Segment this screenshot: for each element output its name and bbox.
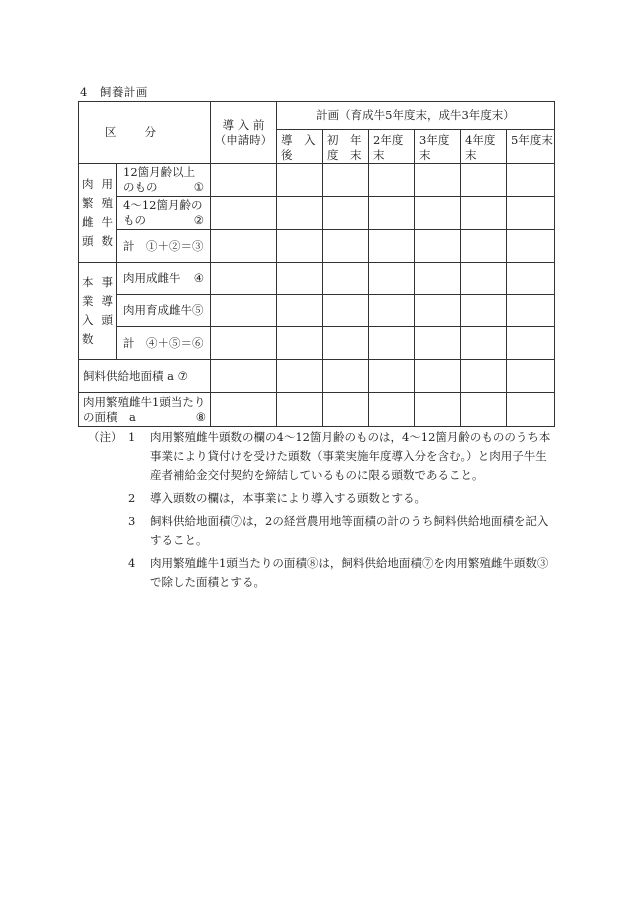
data-cell[interactable]: [323, 197, 369, 230]
data-cell[interactable]: [415, 360, 461, 393]
note-item: [88, 554, 558, 592]
data-cell[interactable]: [415, 164, 461, 197]
header-before-line1: 導 入 前: [222, 117, 265, 132]
note-text: 飼料供給地面積⑦は，2の経営農用地等面積の計のうち飼料供給地面積を記入すること。: [150, 514, 549, 547]
data-cell[interactable]: [507, 295, 555, 327]
data-cell[interactable]: [323, 230, 369, 263]
data-cell[interactable]: [461, 327, 507, 360]
group-label-line: 入頭: [82, 313, 113, 327]
data-cell[interactable]: [461, 164, 507, 197]
header-plan-title: 計画（育成牛5年度末，成牛3年度末）: [277, 102, 555, 130]
row-feed-area-label: 飼料供給地面積 a ⑦: [79, 360, 211, 393]
note-item: [88, 428, 558, 485]
data-cell[interactable]: [323, 327, 369, 360]
data-cell[interactable]: [461, 393, 507, 427]
note-number: 3: [128, 514, 136, 528]
note-number: 4: [128, 556, 136, 570]
data-cell[interactable]: [507, 197, 555, 230]
note-item: [88, 512, 558, 550]
data-cell[interactable]: [211, 164, 277, 197]
header-category: 区分: [79, 102, 211, 164]
feeding-plan-table: [78, 101, 555, 427]
data-cell[interactable]: [211, 230, 277, 263]
data-cell[interactable]: [507, 164, 555, 197]
data-cell[interactable]: [277, 393, 323, 427]
section-title: 4 飼養計画: [80, 85, 148, 99]
header-plan-col: 導 入後: [277, 130, 323, 164]
note-number: 1: [128, 430, 136, 444]
data-cell[interactable]: [507, 263, 555, 295]
data-cell[interactable]: [369, 197, 415, 230]
data-cell[interactable]: [507, 327, 555, 360]
header-plan-col: 初 年度 末: [323, 130, 369, 164]
data-cell[interactable]: [461, 360, 507, 393]
data-cell[interactable]: [415, 295, 461, 327]
data-cell[interactable]: [461, 263, 507, 295]
row-label: 12箇月齢以上のもの ①: [117, 164, 211, 197]
notes-label: （注）: [88, 430, 123, 444]
data-cell[interactable]: [323, 164, 369, 197]
row-label: 4～12箇月齢のもの ②: [117, 197, 211, 230]
group-label-line: 雌牛: [82, 215, 113, 229]
data-cell[interactable]: [277, 164, 323, 197]
data-cell[interactable]: [369, 263, 415, 295]
note-item: [88, 489, 558, 508]
group-label-line: 本事: [82, 275, 113, 289]
group-label-line: 肉用: [82, 177, 113, 191]
note-text: 肉用繁殖雌牛1頭当たりの面積⑧は，飼料供給地面積⑦を肉用繁殖雌牛頭数③で除した面積とする。: [150, 556, 549, 589]
data-cell[interactable]: [211, 295, 277, 327]
data-cell[interactable]: [461, 230, 507, 263]
row-label: 肉用育成雌牛⑤: [117, 295, 211, 327]
header-plan-col: 4年度末: [461, 130, 507, 164]
group-label-line: 業導: [82, 294, 113, 308]
data-cell[interactable]: [369, 230, 415, 263]
header-plan-col: 5年度末: [507, 130, 555, 164]
data-cell[interactable]: [415, 263, 461, 295]
data-cell[interactable]: [277, 197, 323, 230]
group-introduced-head-count: [79, 263, 117, 360]
data-cell[interactable]: [211, 263, 277, 295]
data-cell[interactable]: [507, 230, 555, 263]
data-cell[interactable]: [277, 263, 323, 295]
data-cell[interactable]: [507, 393, 555, 427]
row-number: ①: [193, 180, 204, 194]
header-plan-col: 3年度末: [415, 130, 461, 164]
notes: [88, 428, 558, 596]
data-cell[interactable]: [415, 327, 461, 360]
group-breeding-cow-count: [79, 164, 117, 263]
data-cell[interactable]: [211, 393, 277, 427]
data-cell[interactable]: [369, 327, 415, 360]
row-number: ⑧: [195, 409, 206, 424]
data-cell[interactable]: [415, 197, 461, 230]
data-cell[interactable]: [323, 360, 369, 393]
header-plan-col: 2年度末: [369, 130, 415, 164]
header-before-line2: （申請時）: [214, 132, 273, 147]
data-cell[interactable]: [323, 295, 369, 327]
data-cell[interactable]: [369, 393, 415, 427]
data-cell[interactable]: [323, 263, 369, 295]
group-label-line: 繁殖: [82, 196, 113, 210]
data-cell[interactable]: [369, 360, 415, 393]
row-area-per-head-label: 肉用繁殖雌牛1頭当たりの面積 a ⑧: [79, 393, 211, 427]
row-label: 肉用成雌牛 ④: [117, 263, 211, 295]
data-cell[interactable]: [277, 295, 323, 327]
group-label-line: 頭数: [82, 234, 113, 248]
note-text: 肉用繁殖雌牛頭数の欄の4～12箇月齢のものは，4～12箇月齢のもののうち本事業により貸付けを受けた頭数（事業実施年度導入分を含む。）と肉用子牛生産者補給金交付契約を締結しているものに限る頭数であること。: [150, 430, 551, 482]
data-cell[interactable]: [211, 360, 277, 393]
data-cell[interactable]: [369, 295, 415, 327]
row-number: ④: [193, 271, 204, 285]
data-cell[interactable]: [211, 197, 277, 230]
data-cell[interactable]: [461, 197, 507, 230]
row-number: ②: [193, 213, 204, 227]
group-label-line: 数: [82, 332, 94, 346]
data-cell[interactable]: [369, 164, 415, 197]
data-cell[interactable]: [323, 393, 369, 427]
data-cell[interactable]: [277, 327, 323, 360]
note-text: 導入頭数の欄は，本事業により導入する頭数とする。: [150, 491, 426, 505]
row-label: 計 ①＋②＝③: [117, 230, 211, 263]
data-cell[interactable]: [415, 393, 461, 427]
header-before-introduction: [211, 102, 277, 164]
data-cell[interactable]: [507, 360, 555, 393]
row-label: 計 ④＋⑤＝⑥: [117, 327, 211, 360]
data-cell[interactable]: [461, 295, 507, 327]
data-cell[interactable]: [277, 360, 323, 393]
data-cell[interactable]: [211, 327, 277, 360]
data-cell[interactable]: [277, 230, 323, 263]
data-cell[interactable]: [415, 230, 461, 263]
note-number: 2: [128, 491, 136, 505]
